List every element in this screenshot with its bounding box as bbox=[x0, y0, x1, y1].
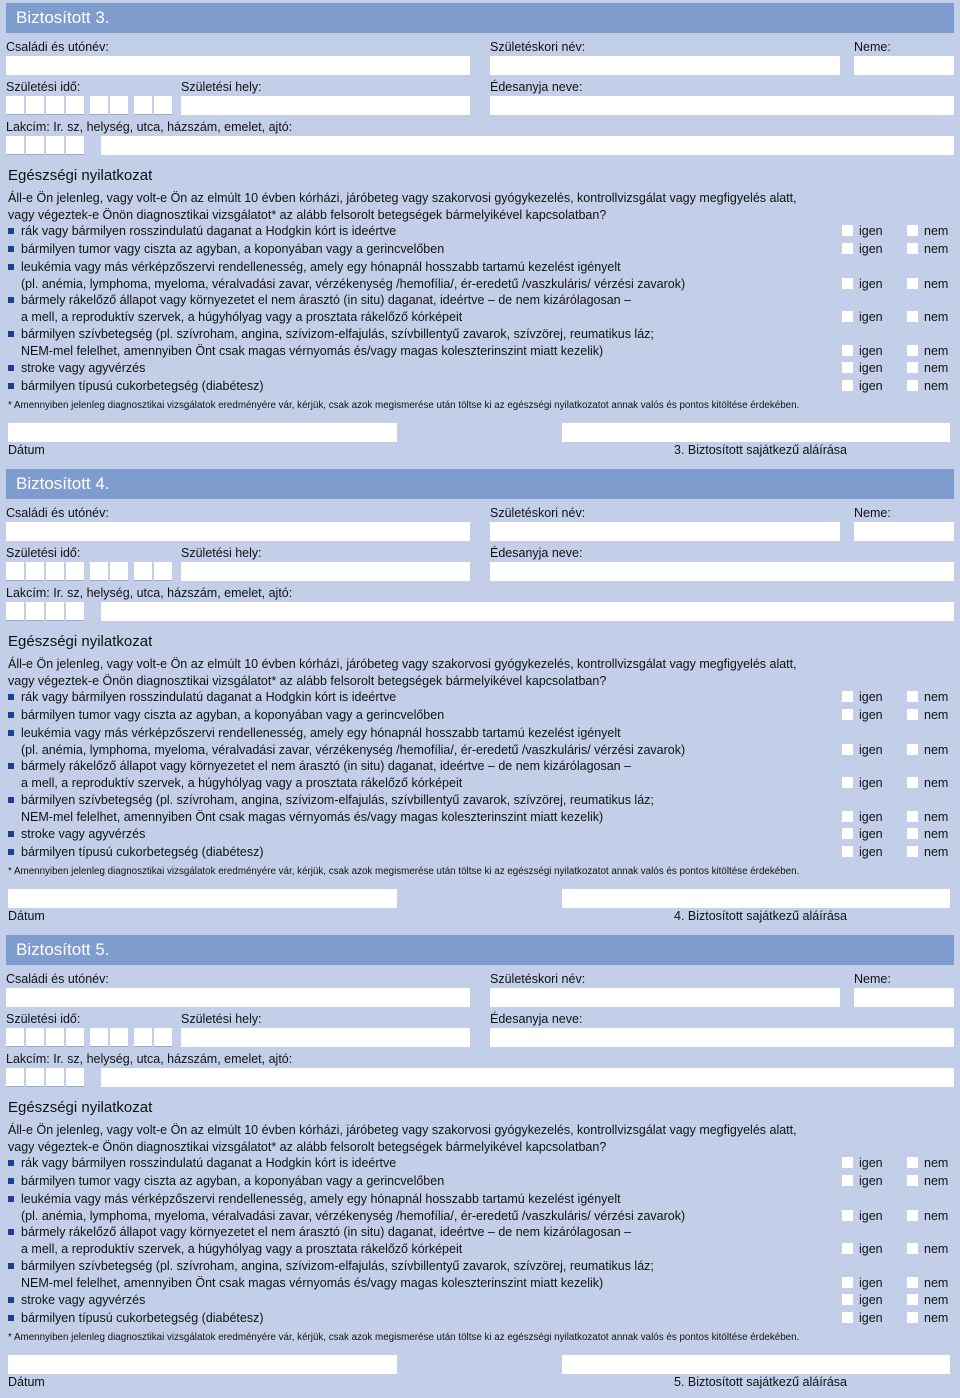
yes-label: igen bbox=[859, 810, 883, 824]
health-intro bbox=[8, 190, 808, 223]
signature-label: 5. Biztosított sajátkezű aláírása bbox=[674, 1375, 848, 1389]
question-text-cont: a mell, a reproduktív szervek, a húgyhólyag vagy a prosztata rákelőző kórképeit bbox=[21, 310, 463, 324]
section-title: Biztosított 4. bbox=[6, 469, 954, 499]
mother-name-label: Édesanyja neve: bbox=[490, 80, 583, 94]
question-row bbox=[8, 326, 948, 359]
yes-checkbox[interactable] bbox=[842, 1243, 853, 1254]
intro-line: Áll-e Ön jelenleg, vagy volt-e Ön az elmúlt 10 évben kórházi, járóbeteg vagy szakorvosi gyógykezelés, kontrollvizsgálat vagy megfigyelés alatt, bbox=[8, 1123, 797, 1137]
yes-checkbox[interactable] bbox=[842, 744, 853, 755]
bullet-icon bbox=[8, 1297, 14, 1303]
yes-checkbox[interactable] bbox=[842, 362, 853, 373]
question-row bbox=[8, 689, 948, 705]
yes-checkbox[interactable] bbox=[842, 691, 853, 702]
insured-section bbox=[0, 0, 960, 466]
question-text: rák vagy bármilyen rosszindulatú daganat a Hodgkin kórt is ideértve bbox=[21, 690, 397, 704]
gender-label: Neme: bbox=[854, 506, 891, 520]
yes-checkbox[interactable] bbox=[842, 1175, 853, 1186]
yes-checkbox[interactable] bbox=[842, 243, 853, 254]
gender-label: Neme: bbox=[854, 40, 891, 54]
yes-label: igen bbox=[859, 1242, 883, 1256]
postal-code-boxes[interactable] bbox=[6, 1068, 86, 1087]
bullet-icon bbox=[8, 763, 14, 769]
yes-checkbox[interactable] bbox=[842, 1210, 853, 1221]
question-row bbox=[8, 826, 948, 842]
mother-name-field[interactable] bbox=[490, 562, 954, 581]
yes-checkbox[interactable] bbox=[842, 811, 853, 822]
no-checkbox[interactable] bbox=[907, 1210, 918, 1221]
question-text: bármilyen típusú cukorbetegség (diabétesz) bbox=[21, 1311, 264, 1325]
no-checkbox[interactable] bbox=[907, 278, 918, 289]
date-field[interactable] bbox=[8, 1355, 397, 1374]
question-text: bármilyen tumor vagy ciszta az agyban, a koponyában vagy a gerincvelőben bbox=[21, 242, 445, 256]
question-text: stroke vagy agyvérzés bbox=[21, 361, 146, 375]
question-row bbox=[8, 1155, 948, 1171]
no-checkbox[interactable] bbox=[907, 744, 918, 755]
yes-checkbox[interactable] bbox=[842, 1312, 853, 1323]
insured-section bbox=[0, 932, 960, 1398]
bullet-icon bbox=[8, 246, 14, 252]
question-text: bármilyen tumor vagy ciszta az agyban, a koponyában vagy a gerincvelőben bbox=[21, 708, 445, 722]
bullet-icon bbox=[8, 383, 14, 389]
question-text: bármilyen típusú cukorbetegség (diabétesz) bbox=[21, 845, 264, 859]
yes-label: igen bbox=[859, 361, 883, 375]
question-text: bármilyen tumor vagy ciszta az agyban, a koponyában vagy a gerincvelőben bbox=[21, 1174, 445, 1188]
birth-date-label: Születési idő: bbox=[6, 1012, 81, 1026]
family-name-field[interactable] bbox=[6, 988, 470, 1007]
section-title: Biztosított 3. bbox=[6, 3, 954, 33]
health-intro bbox=[8, 656, 808, 689]
health-declaration-title: Egészségi nyilatkozat bbox=[8, 167, 153, 184]
question-text: bármilyen szívbetegség (pl. szívroham, angina, szívizom-elfajulás, szívbillentyű zavarok, szívzörej, reumatikus láz; bbox=[21, 1259, 654, 1273]
mother-name-field[interactable] bbox=[490, 1028, 954, 1047]
bullet-icon bbox=[8, 365, 14, 371]
date-field[interactable] bbox=[8, 889, 397, 908]
no-checkbox[interactable] bbox=[907, 811, 918, 822]
question-text: stroke vagy agyvérzés bbox=[21, 1293, 146, 1307]
no-checkbox[interactable] bbox=[907, 1157, 918, 1168]
intro-line: vagy végeztek-e Önön diagnosztikai vizsgálatot* az alább felsorolt betegségek bármelyikével kapcsolatban? bbox=[8, 207, 607, 222]
question-text-cont: (pl. anémia, lymphoma, myeloma, véralvadási zavar, vérzékenység /hemofília/, ér-eredetű /vaszkuláris/ vérzési zavarok) bbox=[21, 743, 686, 757]
postal-code-boxes[interactable] bbox=[6, 136, 86, 155]
question-text-cont: NEM-mel felelhet, amennyiben Önt csak magas vérnyomás és/vagy magas koleszterinszint miatt kezelik) bbox=[21, 1276, 604, 1290]
birth-name-label: Születéskori név: bbox=[490, 972, 586, 986]
gender-field[interactable] bbox=[854, 56, 954, 75]
question-text: stroke vagy agyvérzés bbox=[21, 827, 146, 841]
yes-checkbox[interactable] bbox=[842, 1157, 853, 1168]
yes-label: igen bbox=[859, 344, 883, 358]
no-label: nem bbox=[924, 708, 949, 722]
no-label: nem bbox=[924, 277, 949, 291]
no-label: nem bbox=[924, 845, 949, 859]
intro-line: Áll-e Ön jelenleg, vagy volt-e Ön az elmúlt 10 évben kórházi, járóbeteg vagy szakorvosi gyógykezelés, kontrollvizsgálat vagy megfigyelés alatt, bbox=[8, 191, 797, 205]
question-row bbox=[8, 707, 948, 723]
family-name-field[interactable] bbox=[6, 56, 470, 75]
birth-date-label: Születési idő: bbox=[6, 546, 81, 560]
birth-date-boxes[interactable] bbox=[6, 1028, 174, 1047]
health-intro bbox=[8, 1122, 808, 1155]
question-row bbox=[8, 378, 948, 394]
yes-checkbox[interactable] bbox=[842, 709, 853, 720]
question-row bbox=[8, 223, 948, 239]
intro-line: Áll-e Ön jelenleg, vagy volt-e Ön az elmúlt 10 évben kórházi, járóbeteg vagy szakorvosi gyógykezelés, kontrollvizsgálat vagy megfigyelés alatt, bbox=[8, 657, 797, 671]
family-name-label: Családi és utónév: bbox=[6, 40, 109, 54]
address-field[interactable] bbox=[101, 136, 954, 155]
bullet-icon bbox=[8, 1263, 14, 1269]
bullet-icon bbox=[8, 331, 14, 337]
yes-checkbox[interactable] bbox=[842, 1294, 853, 1305]
yes-checkbox[interactable] bbox=[842, 278, 853, 289]
no-checkbox[interactable] bbox=[907, 380, 918, 391]
gender-field[interactable] bbox=[854, 522, 954, 541]
no-checkbox[interactable] bbox=[907, 1175, 918, 1186]
no-checkbox[interactable] bbox=[907, 1294, 918, 1305]
mother-name-field[interactable] bbox=[490, 96, 954, 115]
question-row bbox=[8, 758, 948, 791]
yes-checkbox[interactable] bbox=[842, 380, 853, 391]
question-row bbox=[8, 259, 948, 292]
question-text: leukémia vagy más vérképzőszervi rendellenesség, amely egy hónapnál hosszabb tartamú kezelést igényelt bbox=[21, 260, 621, 274]
family-name-label: Családi és utónév: bbox=[6, 506, 109, 520]
bullet-icon bbox=[8, 1178, 14, 1184]
question-text: bármely rákelőző állapot vagy környezetet el nem árasztó (in situ) daganat, ideértve – de nem kizárólagosan – bbox=[21, 1225, 632, 1239]
no-label: nem bbox=[924, 1242, 949, 1256]
date-label: Dátum bbox=[8, 909, 45, 923]
question-text: leukémia vagy más vérképzőszervi rendellenesség, amely egy hónapnál hosszabb tartamú kezelést igényelt bbox=[21, 726, 621, 740]
no-label: nem bbox=[924, 1156, 949, 1170]
no-label: nem bbox=[924, 1276, 949, 1290]
no-checkbox[interactable] bbox=[907, 691, 918, 702]
yes-label: igen bbox=[859, 845, 883, 859]
birth-place-field[interactable] bbox=[181, 96, 470, 115]
date-label: Dátum bbox=[8, 1375, 45, 1389]
yes-checkbox[interactable] bbox=[842, 225, 853, 236]
bullet-icon bbox=[8, 712, 14, 718]
question-text-cont: NEM-mel felelhet, amennyiben Önt csak magas vérnyomás és/vagy magas koleszterinszint miatt kezelik) bbox=[21, 810, 604, 824]
yes-checkbox[interactable] bbox=[842, 846, 853, 857]
bullet-icon bbox=[8, 1196, 14, 1202]
question-text: bármilyen típusú cukorbetegség (diabétesz) bbox=[21, 379, 264, 393]
question-row bbox=[8, 792, 948, 825]
question-row bbox=[8, 725, 948, 758]
no-label: nem bbox=[924, 743, 949, 757]
bullet-icon bbox=[8, 797, 14, 803]
mother-name-label: Édesanyja neve: bbox=[490, 1012, 583, 1026]
yes-label: igen bbox=[859, 224, 883, 238]
question-text: bármely rákelőző állapot vagy környezetet el nem árasztó (in situ) daganat, ideértve – de nem kizárólagosan – bbox=[21, 759, 632, 773]
no-label: nem bbox=[924, 1174, 949, 1188]
yes-label: igen bbox=[859, 1209, 883, 1223]
no-label: nem bbox=[924, 690, 949, 704]
yes-label: igen bbox=[859, 379, 883, 393]
yes-label: igen bbox=[859, 1311, 883, 1325]
bullet-icon bbox=[8, 694, 14, 700]
question-text: leukémia vagy más vérképzőszervi rendellenesség, amely egy hónapnál hosszabb tartamú kezelést igényelt bbox=[21, 1192, 621, 1206]
bullet-icon bbox=[8, 297, 14, 303]
yes-label: igen bbox=[859, 1156, 883, 1170]
no-label: nem bbox=[924, 344, 949, 358]
birth-place-field[interactable] bbox=[181, 562, 470, 581]
gender-field[interactable] bbox=[854, 988, 954, 1007]
question-text: rák vagy bármilyen rosszindulatú daganat a Hodgkin kórt is ideértve bbox=[21, 224, 397, 238]
no-label: nem bbox=[924, 776, 949, 790]
signature-field[interactable] bbox=[562, 1355, 950, 1374]
birth-name-field[interactable] bbox=[490, 988, 840, 1007]
yes-label: igen bbox=[859, 776, 883, 790]
insured-section bbox=[0, 466, 960, 932]
health-declaration-title: Egészségi nyilatkozat bbox=[8, 633, 153, 650]
question-row bbox=[8, 1292, 948, 1308]
question-row bbox=[8, 1258, 948, 1291]
signature-field[interactable] bbox=[562, 889, 950, 908]
yes-label: igen bbox=[859, 708, 883, 722]
no-checkbox[interactable] bbox=[907, 345, 918, 356]
yes-label: igen bbox=[859, 690, 883, 704]
address-field[interactable] bbox=[101, 1068, 954, 1087]
question-row bbox=[8, 1310, 948, 1326]
no-checkbox[interactable] bbox=[907, 225, 918, 236]
birth-date-boxes[interactable] bbox=[6, 96, 174, 115]
no-checkbox[interactable] bbox=[907, 846, 918, 857]
no-checkbox[interactable] bbox=[907, 777, 918, 788]
address-label: Lakcím: Ir. sz, helység, utca, házszám, emelet, ajtó: bbox=[6, 586, 293, 600]
yes-checkbox[interactable] bbox=[842, 345, 853, 356]
bullet-icon bbox=[8, 730, 14, 736]
bullet-icon bbox=[8, 1160, 14, 1166]
intro-line: vagy végeztek-e Önön diagnosztikai vizsgálatot* az alább felsorolt betegségek bármelyikével kapcsolatban? bbox=[8, 1139, 607, 1154]
address-label: Lakcím: Ir. sz, helység, utca, házszám, emelet, ajtó: bbox=[6, 120, 293, 134]
no-label: nem bbox=[924, 379, 949, 393]
postal-code-boxes[interactable] bbox=[6, 602, 86, 621]
question-row bbox=[8, 1224, 948, 1257]
birth-name-field[interactable] bbox=[490, 522, 840, 541]
yes-label: igen bbox=[859, 827, 883, 841]
question-row bbox=[8, 360, 948, 376]
no-label: nem bbox=[924, 827, 949, 841]
bullet-icon bbox=[8, 228, 14, 234]
health-declaration-title: Egészségi nyilatkozat bbox=[8, 1099, 153, 1116]
section-title: Biztosított 5. bbox=[6, 935, 954, 965]
yes-label: igen bbox=[859, 743, 883, 757]
intro-line: vagy végeztek-e Önön diagnosztikai vizsgálatot* az alább felsorolt betegségek bármelyikével kapcsolatban? bbox=[8, 673, 607, 688]
footnote: * Amennyiben jelenleg diagnosztikai vizsgálatok eredményére vár, kérjük, csak azok megismerése után töltse ki az egészségi nyilatkozatot annak valós és pontos kitöltése érdekében. bbox=[8, 1332, 800, 1343]
birth-date-boxes[interactable] bbox=[6, 562, 174, 581]
yes-checkbox[interactable] bbox=[842, 828, 853, 839]
signature-label: 3. Biztosított sajátkezű aláírása bbox=[674, 443, 848, 457]
birth-place-label: Születési hely: bbox=[181, 1012, 262, 1026]
question-text-cont: (pl. anémia, lymphoma, myeloma, véralvadási zavar, vérzékenység /hemofília/, ér-eredetű /vaszkuláris/ vérzési zavarok) bbox=[21, 277, 686, 291]
no-label: nem bbox=[924, 1293, 949, 1307]
footnote: * Amennyiben jelenleg diagnosztikai vizsgálatok eredményére vár, kérjük, csak azok megismerése után töltse ki az egészségi nyilatkozatot annak valós és pontos kitöltése érdekében. bbox=[8, 866, 800, 877]
yes-label: igen bbox=[859, 1293, 883, 1307]
signature-field[interactable] bbox=[562, 423, 950, 442]
question-text: rák vagy bármilyen rosszindulatú daganat a Hodgkin kórt is ideértve bbox=[21, 1156, 397, 1170]
bullet-icon bbox=[8, 831, 14, 837]
signature-label: 4. Biztosított sajátkezű aláírása bbox=[674, 909, 848, 923]
question-text: bármely rákelőző állapot vagy környezetet el nem árasztó (in situ) daganat, ideértve – de nem kizárólagosan – bbox=[21, 293, 632, 307]
no-checkbox[interactable] bbox=[907, 709, 918, 720]
yes-label: igen bbox=[859, 1174, 883, 1188]
question-text: bármilyen szívbetegség (pl. szívroham, angina, szívizom-elfajulás, szívbillentyű zavarok, szívzörej, reumatikus láz; bbox=[21, 327, 654, 341]
question-text-cont: NEM-mel felelhet, amennyiben Önt csak magas vérnyomás és/vagy magas koleszterinszint miatt kezelik) bbox=[21, 344, 604, 358]
question-row bbox=[8, 1191, 948, 1224]
bullet-icon bbox=[8, 264, 14, 270]
birth-place-label: Születési hely: bbox=[181, 546, 262, 560]
question-text-cont: a mell, a reproduktív szervek, a húgyhólyag vagy a prosztata rákelőző kórképeit bbox=[21, 776, 463, 790]
birth-name-label: Születéskori név: bbox=[490, 506, 586, 520]
yes-label: igen bbox=[859, 242, 883, 256]
birth-name-field[interactable] bbox=[490, 56, 840, 75]
family-name-field[interactable] bbox=[6, 522, 470, 541]
question-row bbox=[8, 292, 948, 325]
yes-checkbox[interactable] bbox=[842, 311, 853, 322]
birth-place-label: Születési hely: bbox=[181, 80, 262, 94]
date-label: Dátum bbox=[8, 443, 45, 457]
date-field[interactable] bbox=[8, 423, 397, 442]
birth-date-label: Születési idő: bbox=[6, 80, 81, 94]
yes-label: igen bbox=[859, 1276, 883, 1290]
birth-place-field[interactable] bbox=[181, 1028, 470, 1047]
no-checkbox[interactable] bbox=[907, 1312, 918, 1323]
no-checkbox[interactable] bbox=[907, 1277, 918, 1288]
no-checkbox[interactable] bbox=[907, 362, 918, 373]
footnote: * Amennyiben jelenleg diagnosztikai vizsgálatok eredményére vár, kérjük, csak azok megismerése után töltse ki az egészségi nyilatkozatot annak valós és pontos kitöltése érdekében. bbox=[8, 400, 800, 411]
family-name-label: Családi és utónév: bbox=[6, 972, 109, 986]
no-label: nem bbox=[924, 1209, 949, 1223]
no-checkbox[interactable] bbox=[907, 243, 918, 254]
question-row bbox=[8, 1173, 948, 1189]
bullet-icon bbox=[8, 1229, 14, 1235]
question-row bbox=[8, 844, 948, 860]
no-checkbox[interactable] bbox=[907, 828, 918, 839]
yes-checkbox[interactable] bbox=[842, 777, 853, 788]
address-label: Lakcím: Ir. sz, helység, utca, házszám, emelet, ajtó: bbox=[6, 1052, 293, 1066]
no-checkbox[interactable] bbox=[907, 1243, 918, 1254]
question-row bbox=[8, 241, 948, 257]
question-text: bármilyen szívbetegség (pl. szívroham, angina, szívizom-elfajulás, szívbillentyű zavarok, szívzörej, reumatikus láz; bbox=[21, 793, 654, 807]
no-label: nem bbox=[924, 242, 949, 256]
no-label: nem bbox=[924, 1311, 949, 1325]
mother-name-label: Édesanyja neve: bbox=[490, 546, 583, 560]
no-label: nem bbox=[924, 810, 949, 824]
gender-label: Neme: bbox=[854, 972, 891, 986]
question-text-cont: a mell, a reproduktív szervek, a húgyhólyag vagy a prosztata rákelőző kórképeit bbox=[21, 1242, 463, 1256]
yes-label: igen bbox=[859, 310, 883, 324]
bullet-icon bbox=[8, 849, 14, 855]
address-field[interactable] bbox=[101, 602, 954, 621]
no-checkbox[interactable] bbox=[907, 311, 918, 322]
yes-label: igen bbox=[859, 277, 883, 291]
yes-checkbox[interactable] bbox=[842, 1277, 853, 1288]
bullet-icon bbox=[8, 1315, 14, 1321]
no-label: nem bbox=[924, 310, 949, 324]
question-text-cont: (pl. anémia, lymphoma, myeloma, véralvadási zavar, vérzékenység /hemofília/, ér-eredetű /vaszkuláris/ vérzési zavarok) bbox=[21, 1209, 686, 1223]
no-label: nem bbox=[924, 361, 949, 375]
birth-name-label: Születéskori név: bbox=[490, 40, 586, 54]
no-label: nem bbox=[924, 224, 949, 238]
